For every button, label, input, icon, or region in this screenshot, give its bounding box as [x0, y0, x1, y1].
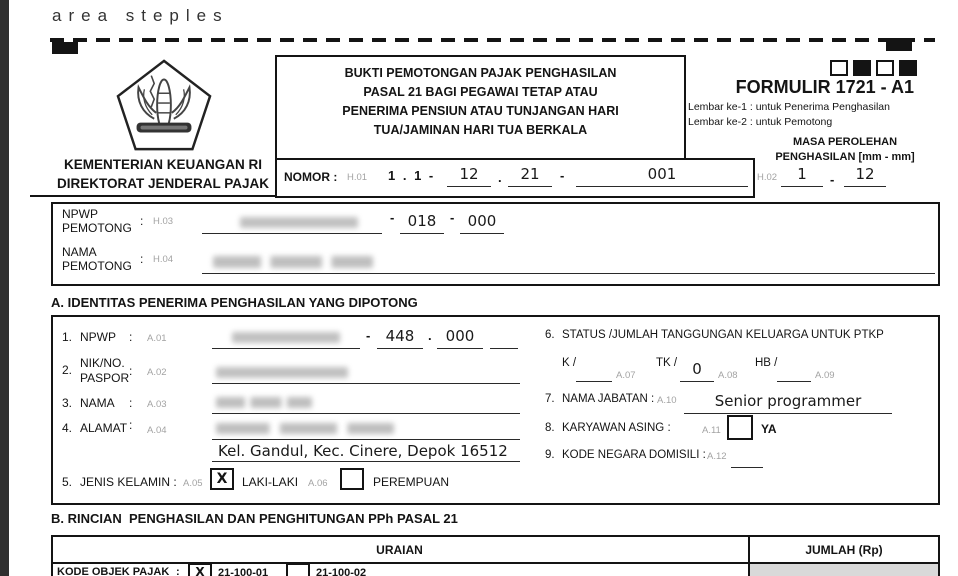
a3-label: NAMA	[80, 396, 115, 410]
nomor-code: H.01	[347, 172, 368, 183]
a2-label-1: NIK/NO.	[80, 356, 125, 370]
registration-marks	[830, 60, 917, 76]
redacted-a4-alamat	[216, 423, 394, 434]
a1-sep-2: .	[428, 328, 432, 343]
npwp-pemotong-code: H.03	[153, 216, 174, 227]
header-divider	[30, 195, 275, 197]
a8-code: A.11	[702, 425, 721, 436]
a1-number: 1.	[62, 330, 73, 344]
ptkp-k-field[interactable]	[576, 358, 612, 382]
a1-code: A.01	[147, 333, 167, 344]
ptkp-tk-code: A.08	[718, 370, 738, 381]
a4-code: A.04	[147, 425, 167, 436]
nomor-field-2[interactable]: 21	[508, 163, 552, 187]
a4-number: 4.	[62, 421, 73, 435]
perempuan-checkbox[interactable]	[340, 468, 364, 490]
a9-code: A.12	[707, 451, 727, 462]
a5-label: JENIS KELAMIN :	[80, 475, 177, 489]
nama-pemotong-code: H.04	[153, 254, 174, 265]
form-title-line1: BUKTI PEMOTONGAN PAJAK PENGHASILAN	[344, 66, 617, 80]
staple-area-label: area steples	[52, 6, 229, 25]
a1-colon: :	[129, 330, 133, 344]
perforation-dashed-line	[50, 38, 935, 42]
a7-label: NAMA JABATAN :	[562, 393, 655, 405]
nomor-field-1[interactable]: 12	[447, 163, 491, 187]
nama-pemotong-label-1: NAMA	[62, 245, 97, 259]
a3-number: 3.	[62, 396, 73, 410]
ministry-name-line2: DIREKTORAT JENDERAL PAJAK	[56, 176, 270, 191]
laki-laki-checkbox[interactable]: X	[210, 468, 234, 490]
nomor-sep-2: -	[560, 168, 565, 183]
kode-objek-colon: :	[176, 566, 180, 576]
staple-mark-right	[886, 38, 912, 51]
mark-square-open-1	[830, 60, 848, 76]
form-title-line4: TUA/JAMINAN HARI TUA BERKALA	[373, 123, 588, 137]
ptkp-hb-field[interactable]	[777, 358, 811, 382]
masa-from-field[interactable]: 1	[781, 163, 823, 187]
form-title-box	[275, 55, 686, 158]
npwp-pemotong-sep-1: -	[390, 210, 395, 225]
a1-sep-1: -	[366, 328, 371, 343]
karyawan-asing-ya-label: YA	[761, 422, 777, 436]
a9-label: KODE NEGARA DOMISILI :	[562, 449, 706, 461]
a2-label-2: PASPOR	[80, 371, 130, 385]
nomor-prefix: 1 . 1 -	[388, 168, 436, 183]
redacted-a1-npwp	[232, 332, 340, 343]
mark-square-filled-1	[853, 60, 871, 76]
nomor-field-3[interactable]: 001	[576, 163, 748, 187]
form-name: FORMULIR 1721 - A1	[735, 77, 914, 97]
ptkp-tk-label: TK /	[656, 357, 678, 369]
a5-number: 5.	[62, 475, 73, 489]
mark-square-open-2	[876, 60, 894, 76]
mark-square-filled-2	[899, 60, 917, 76]
a8-label: KARYAWAN ASING :	[562, 422, 671, 434]
a4-colon: :	[129, 418, 133, 432]
form-title-line3: PENERIMA PENSIUN ATAU TUNJANGAN HARI	[342, 104, 619, 118]
a5-code-1: A.05	[183, 478, 203, 489]
kode-objek-pajak-label: KODE OBJEK PAJAK	[57, 566, 170, 576]
karyawan-asing-checkbox[interactable]	[727, 415, 753, 440]
perempuan-label: PEREMPUAN	[373, 475, 450, 489]
a7-code: A.10	[657, 395, 677, 406]
laki-laki-label: LAKI-LAKI	[242, 475, 299, 489]
a3-colon: :	[129, 396, 133, 410]
a1-label: NPWP	[80, 330, 116, 344]
kode-objek-checkbox-2[interactable]	[286, 563, 310, 576]
redacted-nama-pemotong	[213, 256, 373, 268]
jumlah-shaded-cell	[750, 564, 938, 576]
redacted-a3-nama	[216, 397, 312, 408]
kode-objek-code-2: 21-100-02	[316, 567, 367, 576]
redacted-a2-nik	[216, 367, 348, 378]
masa-code: H.02	[757, 172, 778, 183]
lembar-1-note: Lembar ke-1 : untuk Penerima Penghasilan	[688, 101, 890, 113]
masa-perolehan-line1: MASA PEROLEHAN	[792, 136, 898, 148]
nama-jabatan-field[interactable]: Senior programmer	[684, 390, 892, 414]
npwp-pemotong-sep-2: -	[450, 210, 455, 225]
a6-label: STATUS /JUMLAH TANGGUNGAN KELUARGA UNTUK PTKP	[562, 329, 884, 341]
a4-alamat-field-line2[interactable]: Kel. Gandul, Kec. Cinere, Depok 16512	[212, 440, 520, 462]
a6-number: 6.	[545, 329, 555, 341]
npwp-pemotong-seg-2[interactable]: 000	[460, 210, 504, 234]
lembar-2-note: Lembar ke-2 : untuk Pemotong	[688, 116, 833, 128]
ptkp-hb-label: HB /	[755, 357, 778, 369]
nomor-label: NOMOR :	[284, 170, 338, 184]
nama-pemotong-label-2: PEMOTONG	[62, 259, 132, 273]
a2-code: A.02	[147, 367, 167, 378]
npwp-pemotong-colon: :	[140, 214, 144, 228]
ptkp-k-label: K /	[562, 357, 577, 369]
column-header-uraian: URAIAN	[376, 543, 423, 557]
masa-to-field[interactable]: 12	[844, 163, 886, 187]
nama-pemotong-colon: :	[140, 252, 144, 266]
a2-colon: :	[129, 364, 133, 378]
masa-perolehan-line2: PENGHASILAN [mm - mm]	[775, 151, 915, 163]
a2-number: 2.	[62, 363, 73, 377]
a1-trailing-field[interactable]	[490, 325, 518, 349]
scan-edge-strip	[0, 0, 9, 576]
ptkp-k-code: A.07	[616, 370, 636, 381]
a3-code: A.03	[147, 399, 167, 410]
npwp-pemotong-label-1: NPWP	[62, 207, 98, 221]
a5-code-2: A.06	[308, 478, 328, 489]
kode-objek-code-1: 21-100-01	[218, 567, 269, 576]
npwp-pemotong-seg-1[interactable]: 018	[400, 210, 444, 234]
kode-negara-field[interactable]	[731, 444, 763, 468]
ministry-logo	[115, 57, 213, 153]
a1-seg-2[interactable]: 000	[437, 325, 483, 349]
a7-number: 7.	[545, 393, 555, 405]
staple-mark-left	[52, 42, 78, 54]
section-b-title: B. RINCIAN PENGHASILAN DAN PENGHITUNGAN PPh PASAL 21	[51, 511, 458, 526]
form-title-line2: PASAL 21 BAGI PEGAWAI TETAP ATAU	[363, 85, 598, 99]
a8-number: 8.	[545, 422, 555, 434]
kode-objek-checkbox-1[interactable]: X	[188, 563, 212, 576]
ministry-name-line1: KEMENTERIAN KEUANGAN RI	[63, 157, 262, 172]
masa-separator: -	[830, 172, 835, 187]
column-header-jumlah: JUMLAH (Rp)	[805, 543, 883, 557]
ptkp-tk-field[interactable]: 0	[680, 358, 714, 382]
redacted-npwp-pemotong	[240, 217, 358, 228]
a9-number: 9.	[545, 449, 555, 461]
npwp-pemotong-label-2: PEMOTONG	[62, 221, 132, 235]
ptkp-hb-code: A.09	[815, 370, 835, 381]
section-a-title: A. IDENTITAS PENERIMA PENGHASILAN YANG DIPOTONG	[51, 295, 418, 310]
a1-seg-1[interactable]: 448	[377, 325, 423, 349]
nomor-sep-1: .	[498, 170, 502, 185]
a4-label: ALAMAT	[80, 421, 128, 435]
